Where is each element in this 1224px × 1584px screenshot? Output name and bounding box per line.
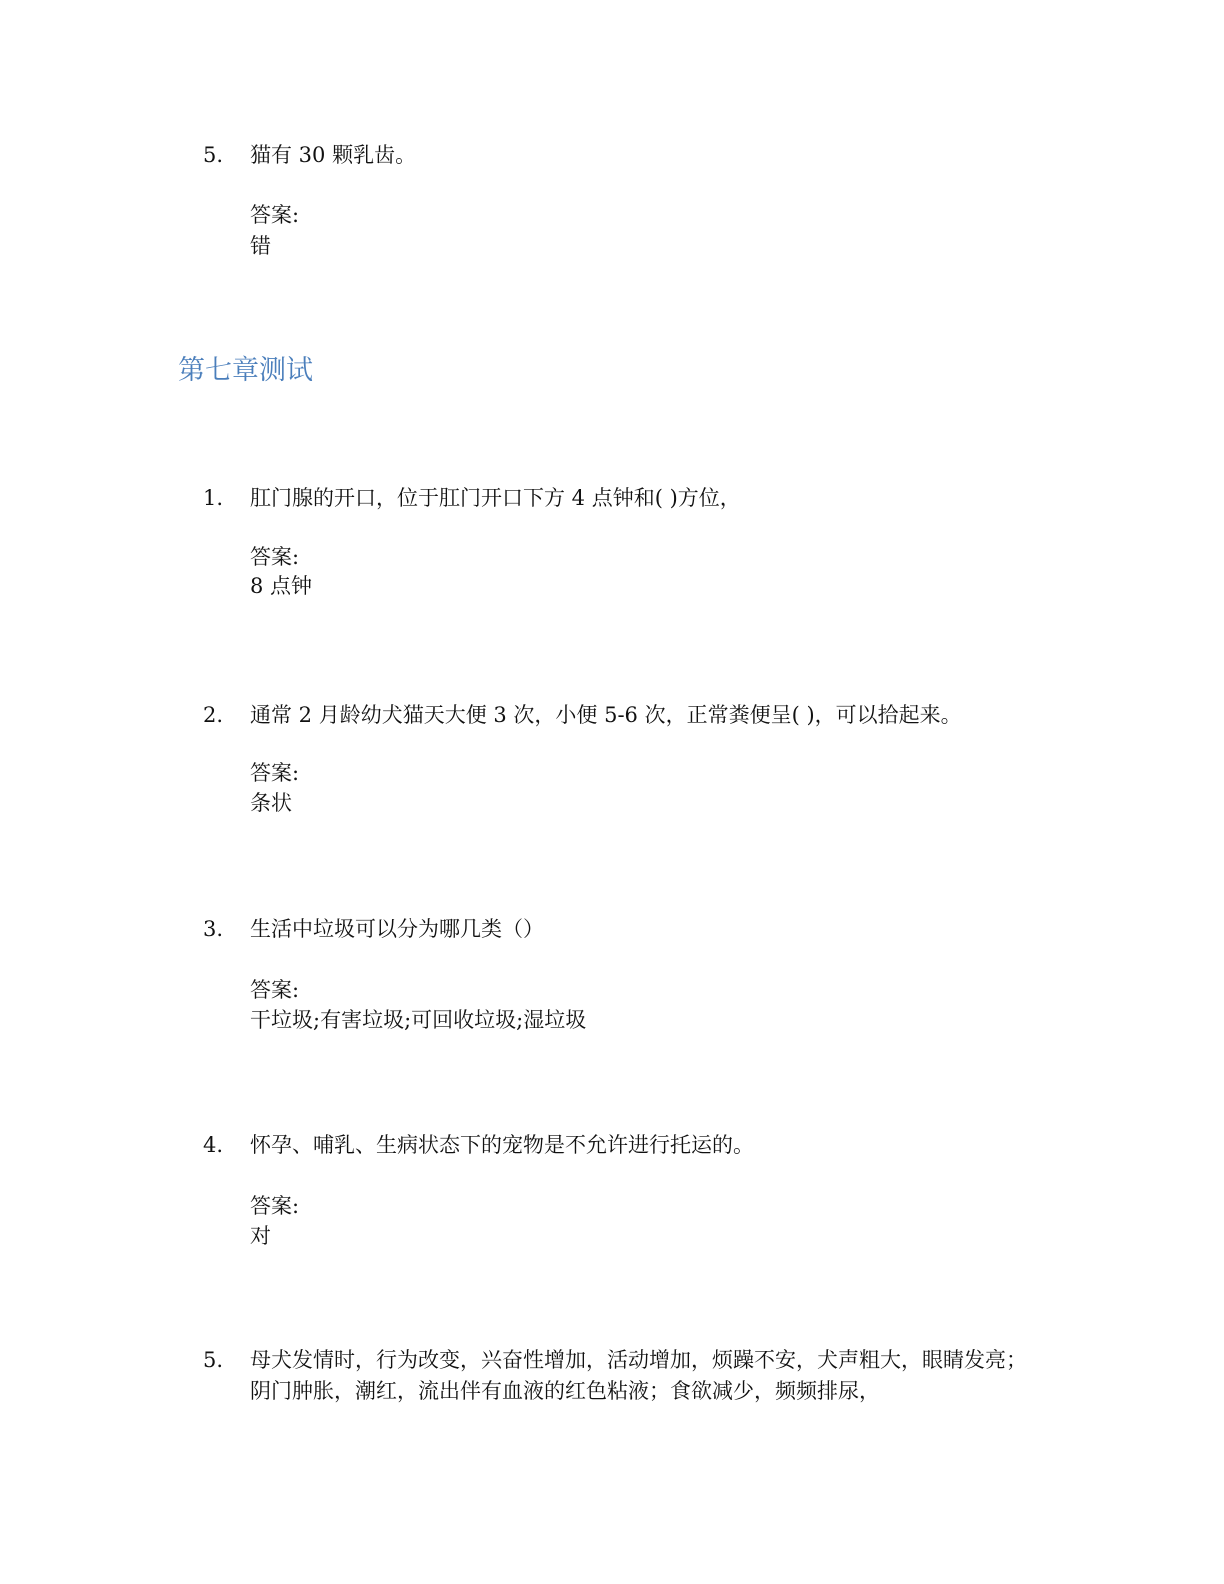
- answer-label: 答案:: [250, 978, 300, 1002]
- question-text: 母犬发情时，行为改变，兴奋性增加，活动增加，烦躁不安，犬声粗大，眼睛发亮；阴门肿胀，潮红，流出伴有血液的红色粘液；食欲减少，频频排尿，: [250, 1348, 1027, 1403]
- answer-value: 对: [250, 1224, 271, 1248]
- question-number: 1.: [203, 486, 224, 510]
- question-number: 4.: [203, 1133, 224, 1157]
- question-number: 2.: [203, 703, 224, 727]
- question-text: 肛门腺的开口，位于肛门开口下方 4 点钟和( )方位，: [250, 486, 741, 510]
- answer-label: 答案:: [250, 545, 300, 569]
- question-number: 5.: [203, 143, 224, 167]
- question-text: 怀孕、哺乳、生病状态下的宠物是不允许进行托运的。: [250, 1133, 754, 1157]
- chapter-heading: 第七章测试: [178, 355, 313, 386]
- answer-value: 8 点钟: [250, 574, 313, 598]
- question-text: 猫有 30 颗乳齿。: [250, 143, 417, 167]
- answer-label: 答案:: [250, 761, 300, 785]
- question-text: 通常 2 月龄幼犬猫天大便 3 次，小便 5-6 次，正常粪便呈( )，可以拾起来。: [250, 703, 962, 727]
- answer-value: 条状: [250, 791, 292, 815]
- answer-value: 错: [250, 234, 271, 258]
- question-number: 3.: [203, 917, 224, 941]
- question-number: 5.: [203, 1348, 224, 1372]
- question-text: 生活中垃圾可以分为哪几类（）: [250, 917, 544, 941]
- answer-label: 答案:: [250, 203, 300, 227]
- answer-value: 干垃圾;有害垃圾;可回收垃圾;湿垃圾: [250, 1008, 587, 1032]
- answer-label: 答案:: [250, 1194, 300, 1218]
